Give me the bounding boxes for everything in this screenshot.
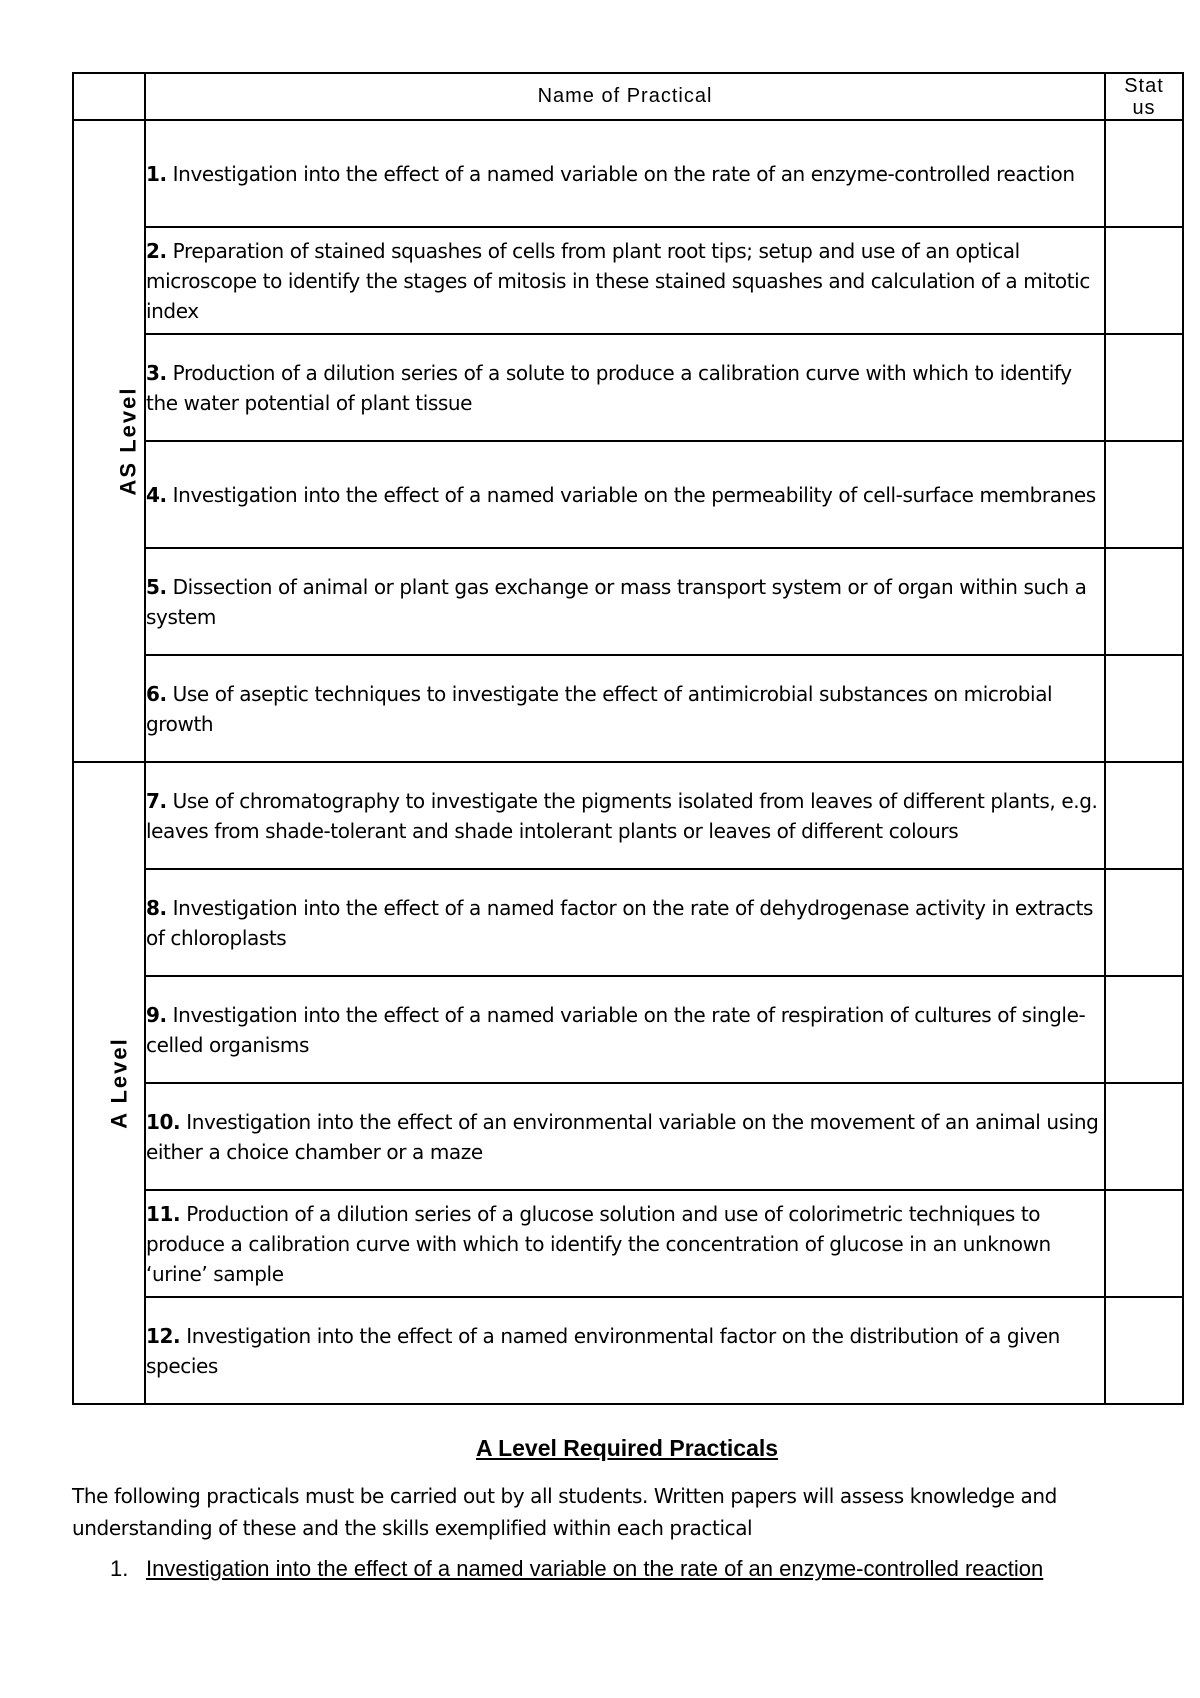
practical-name-cell	[145, 548, 1105, 655]
table-row	[73, 548, 1183, 655]
table-row	[73, 441, 1183, 548]
list-item-marker: 1.	[110, 1556, 129, 1581]
practical-text: Production of a dilution series of a glucose solution and use of colorimetric techniques to produce a calibration curve with which to identify the concentration of glucose in an unknown ‘urine’ sample	[146, 1201, 1051, 1286]
practical-number: 11.	[146, 1201, 181, 1226]
practical-text: Use of aseptic techniques to investigate the effect of antimicrobial substances on microbial growth	[146, 681, 1053, 736]
practical-number: 7.	[146, 788, 167, 813]
practical-number: 3.	[146, 360, 167, 385]
practical-name-cell	[145, 227, 1105, 334]
table-row	[73, 976, 1183, 1083]
header-status	[1105, 73, 1183, 120]
table-header-row	[73, 73, 1183, 120]
practical-number: 4.	[146, 482, 167, 507]
section-heading: A Level Required Practicals	[475, 1435, 779, 1461]
status-cell[interactable]	[1105, 1083, 1183, 1190]
practical-number: 6.	[146, 681, 167, 706]
practical-name-cell	[145, 869, 1105, 976]
practical-text: Preparation of stained squashes of cells from plant root tips; setup and use of an optical microscope to identify the stages of mitosis in these stained squashes and calculation of a mitotic index	[146, 238, 1090, 323]
list-item-title: Investigation into the effect of a named variable on the rate of an enzyme-controlled reaction	[146, 1556, 1044, 1581]
a-level-group-cell	[73, 762, 145, 1404]
practical-text: Investigation into the effect of a named factor on the rate of dehydrogenase activity in extracts of chloroplasts	[146, 895, 1094, 950]
table-row	[73, 120, 1183, 227]
section-intro: The following practicals must be carried out by all students. Written papers will assess knowledge and understanding of these and the skills exemplified within each practical	[72, 1484, 1057, 1540]
practical-text: Investigation into the effect of an environmental variable on the movement of an animal using either a choice chamber or a maze	[146, 1109, 1099, 1164]
a-level-label: A Level	[106, 1037, 132, 1129]
practical-name-cell	[145, 762, 1105, 869]
status-cell[interactable]	[1105, 869, 1183, 976]
table-row	[73, 1083, 1183, 1190]
practical-name-cell	[145, 655, 1105, 762]
practical-text: Investigation into the effect of a named environmental factor on the distribution of a given species	[146, 1323, 1060, 1378]
practical-text: Dissection of animal or plant gas exchange or mass transport system or of organ within such a system	[146, 574, 1087, 629]
practical-name-cell	[145, 1190, 1105, 1297]
table-row	[73, 762, 1183, 869]
practical-number: 5.	[146, 574, 167, 599]
header-status-line1: Stat	[1124, 74, 1164, 97]
table-row	[73, 655, 1183, 762]
status-cell[interactable]	[1105, 334, 1183, 441]
practical-text: Investigation into the effect of a named variable on the rate of an enzyme-controlled reaction	[166, 161, 1075, 186]
practical-number: 8.	[146, 895, 167, 920]
practical-number: 2.	[146, 238, 167, 263]
header-status-line2: us	[1132, 96, 1156, 119]
practical-name-cell	[145, 334, 1105, 441]
practical-name-cell	[145, 976, 1105, 1083]
status-cell[interactable]	[1105, 1297, 1183, 1404]
table-row	[73, 1190, 1183, 1297]
table-row	[73, 869, 1183, 976]
status-cell[interactable]	[1105, 548, 1183, 655]
status-cell[interactable]	[1105, 441, 1183, 548]
practical-text: Use of chromatography to investigate the pigments isolated from leaves of different plants, e.g. leaves from shade-tolerant and shade intolerant plants or leaves of different colours	[146, 788, 1098, 843]
list-item	[110, 1553, 1140, 1585]
status-cell[interactable]	[1105, 120, 1183, 227]
header-name-of-practical: Name of Practical	[145, 73, 1105, 120]
practical-number: 1.	[146, 161, 167, 186]
status-cell[interactable]	[1105, 976, 1183, 1083]
practical-name-cell	[145, 1083, 1105, 1190]
practical-number: 9.	[146, 1002, 167, 1027]
practical-text: Production of a dilution series of a solute to produce a calibration curve with which to identify the water potential of plant tissue	[146, 360, 1072, 415]
practical-number: 10.	[146, 1109, 181, 1134]
practical-number: 12.	[146, 1323, 181, 1348]
status-cell[interactable]	[1105, 762, 1183, 869]
practicals-table	[72, 72, 1184, 1405]
table-row	[73, 334, 1183, 441]
status-cell[interactable]	[1105, 655, 1183, 762]
practical-text: Investigation into the effect of a named variable on the rate of respiration of cultures of single-celled organisms	[146, 1002, 1086, 1057]
table-row	[73, 1297, 1183, 1404]
table-row	[73, 227, 1183, 334]
practical-name-cell	[145, 1297, 1105, 1404]
status-cell[interactable]	[1105, 227, 1183, 334]
as-level-label: AS Level	[115, 386, 141, 496]
header-blank-cell	[73, 73, 145, 120]
practical-name-cell	[145, 441, 1105, 548]
as-level-group-cell	[73, 120, 145, 762]
status-cell[interactable]	[1105, 1190, 1183, 1297]
practical-name-cell	[145, 120, 1105, 227]
practical-text: Investigation into the effect of a named variable on the permeability of cell-surface membranes	[166, 482, 1096, 507]
